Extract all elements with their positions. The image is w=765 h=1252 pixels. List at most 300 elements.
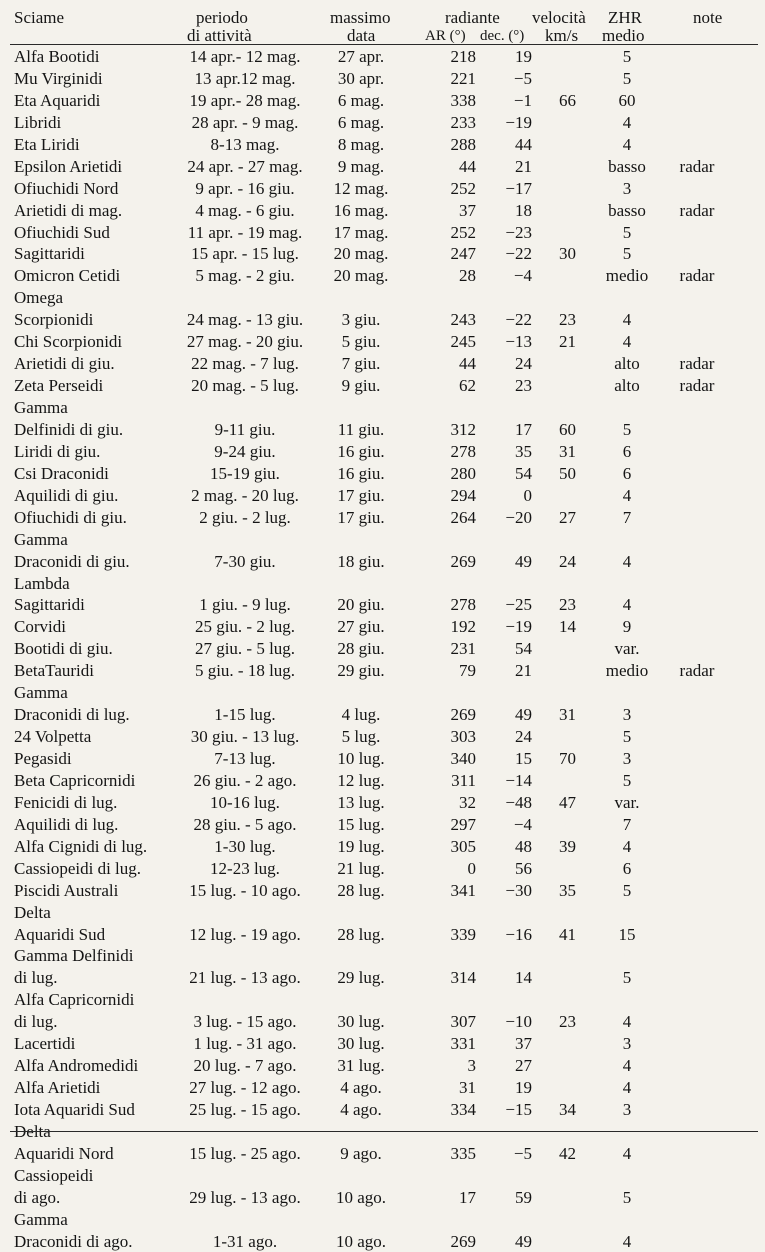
cell-vel: 50	[559, 463, 576, 483]
cell-max: 12 mag.	[333, 178, 389, 198]
cell-dec: −22	[505, 244, 532, 264]
cell-ar: 264	[450, 507, 476, 527]
cell-name: di lug.	[14, 968, 58, 988]
cell-ar: 339	[450, 924, 476, 944]
table-row	[0, 177, 765, 199]
cell-max: 8 mag.	[337, 134, 385, 154]
cell-dec: 27	[515, 1056, 532, 1076]
cell-max: 30 apr.	[337, 68, 385, 88]
cell-name: Arietidi di mag.	[14, 200, 123, 220]
cell-max: 12 lug.	[337, 770, 385, 790]
cell-zhr: basso	[608, 156, 646, 176]
cell-period: 26 giu. - 2 ago.	[193, 770, 297, 790]
cell-dec: −4	[513, 266, 532, 286]
cell-dec: 15	[515, 749, 532, 768]
cell-ar: 278	[450, 595, 476, 615]
cell-period: 27 lug. - 12 ago.	[189, 1078, 301, 1098]
table-row	[0, 637, 765, 659]
cell-period: 20 mag. - 5 lug.	[191, 376, 299, 396]
cell-dec: 0	[523, 485, 532, 505]
cell-ar: 231	[450, 639, 476, 659]
table-row	[0, 330, 765, 352]
cell-dec: −15	[505, 1100, 532, 1119]
cell-name: Delta	[14, 1121, 51, 1141]
cell-note: radar	[679, 266, 715, 286]
cell-note: radar	[679, 156, 715, 176]
cell-note: radar	[679, 200, 715, 220]
cell-max: 11 giu.	[337, 419, 385, 439]
cell-zhr: 4	[622, 1078, 632, 1098]
cell-period: 29 lug. - 13 ago.	[189, 1187, 301, 1207]
header-name: Sciame	[14, 8, 65, 27]
cell-max: 6 mag.	[337, 112, 385, 132]
cell-max: 18 giu.	[337, 551, 385, 571]
cell-dec: 48	[515, 836, 532, 856]
cell-period: 27 giu. - 5 lug.	[194, 639, 296, 659]
cell-name: Alfa Arietidi	[14, 1078, 101, 1098]
header-note: note	[693, 8, 723, 27]
cell-dec: −30	[505, 880, 532, 900]
cell-period: 9-11 giu.	[214, 419, 276, 439]
cell-ar: 44	[459, 354, 476, 374]
table-row	[0, 813, 765, 835]
cell-zhr: var.	[614, 639, 640, 659]
table-row	[0, 374, 765, 396]
cell-zhr: 5	[622, 770, 632, 790]
cell-zhr: medio	[605, 266, 649, 286]
cell-zhr: 3	[622, 749, 632, 768]
table-row	[0, 572, 765, 594]
cell-name: Cassiopeidi di lug.	[14, 858, 142, 878]
cell-period: 9-24 giu.	[214, 441, 276, 461]
cell-max: 30 lug.	[337, 1012, 385, 1032]
cell-period: 1 lug. - 31 ago.	[193, 1034, 297, 1054]
cell-name: Csi Draconidi	[14, 463, 109, 483]
cell-max: 4 ago.	[340, 1100, 382, 1119]
cell-name: Ofiuchidi Sud	[14, 222, 110, 242]
table-row	[0, 1230, 765, 1252]
cell-dec: 54	[515, 639, 532, 659]
cell-name: Pegasidi	[14, 749, 72, 768]
cell-ar: 247	[450, 244, 476, 264]
cell-period: 24 apr. - 27 mag.	[187, 156, 303, 176]
table-row	[0, 1054, 765, 1076]
table-row	[0, 857, 765, 879]
table-row	[0, 462, 765, 484]
cell-zhr: medio	[605, 661, 649, 681]
table-row	[0, 67, 765, 89]
cell-period: 4 mag. - 6 giu.	[195, 200, 295, 220]
cell-dec: 17	[515, 419, 532, 439]
cell-period: 1-15 lug.	[214, 705, 276, 725]
cell-ar: 28	[459, 266, 476, 286]
cell-ar: 294	[450, 485, 476, 505]
cell-zhr: 5	[622, 47, 632, 66]
cell-ar: 312	[450, 419, 476, 439]
cell-max: 10 ago.	[335, 1187, 387, 1207]
cell-zhr: 60	[618, 90, 636, 110]
cell-dec: 23	[515, 376, 532, 396]
cell-zhr: alto	[614, 376, 640, 396]
cell-name: Lacertidi	[14, 1034, 76, 1054]
cell-name: Alfa Bootidi	[14, 47, 100, 66]
cell-max: 17 mag.	[333, 222, 389, 242]
cell-max: 20 mag.	[333, 266, 389, 286]
cell-dec: −25	[505, 595, 532, 615]
table-row	[0, 879, 765, 901]
cell-zhr: 6	[622, 441, 632, 461]
header-radiant: radiante	[445, 8, 500, 27]
cell-name: Epsilon Arietidi	[14, 156, 123, 176]
cell-vel: 27	[559, 507, 576, 527]
cell-name: Aquaridi Nord	[14, 1143, 114, 1163]
cell-max: 9 giu.	[341, 376, 381, 396]
cell-period: 12-23 lug.	[210, 858, 280, 878]
cell-name: Aquilidi di lug.	[14, 814, 119, 834]
cell-dec: 19	[515, 1078, 532, 1098]
cell-dec: 49	[515, 705, 532, 725]
cell-dec: 21	[515, 156, 532, 176]
cell-period: 7-30 giu.	[214, 551, 276, 571]
cell-dec: −4	[513, 814, 532, 834]
cell-period: 11 apr. - 19 mag.	[187, 222, 303, 242]
cell-dec: 18	[515, 200, 532, 220]
cell-dec: 24	[515, 354, 532, 374]
cell-zhr: 4	[622, 1231, 632, 1251]
cell-max: 30 lug.	[337, 1034, 385, 1054]
cell-name: Eta Liridi	[14, 134, 80, 154]
cell-name: Piscidi Australi	[14, 880, 119, 900]
table-row	[0, 944, 765, 966]
table-row	[0, 703, 765, 725]
cell-max: 20 mag.	[333, 244, 389, 264]
cell-max: 10 lug.	[337, 749, 385, 768]
cell-note: radar	[679, 376, 715, 396]
header-ar: AR (°)	[425, 28, 466, 44]
cell-max: 4 lug.	[341, 705, 381, 725]
cell-name: Alfa Capricornidi	[14, 990, 135, 1010]
table-row	[0, 155, 765, 177]
table-header	[0, 6, 765, 48]
cell-name: Arietidi di giu.	[14, 354, 115, 374]
cell-zhr: 4	[622, 112, 632, 132]
cell-name: BetaTauridi	[14, 661, 95, 681]
cell-zhr: 5	[622, 727, 632, 747]
cell-max: 19 lug.	[337, 836, 385, 856]
table-row	[0, 593, 765, 615]
table-row	[0, 440, 765, 462]
cell-zhr: 4	[622, 1012, 632, 1032]
cell-zhr: 3	[622, 178, 632, 198]
cell-name: Beta Capricornidi	[14, 770, 136, 790]
cell-dec: −17	[505, 178, 532, 198]
table-row	[0, 681, 765, 703]
table-row	[0, 308, 765, 330]
cell-name: Corvidi	[14, 617, 66, 637]
table-body	[0, 45, 765, 1252]
cell-ar: 218	[450, 47, 476, 66]
cell-ar: 243	[450, 310, 476, 330]
cell-ar: 288	[450, 134, 476, 154]
cell-zhr: 7	[622, 507, 632, 527]
header-max-2: data	[347, 26, 376, 45]
cell-ar: 269	[450, 705, 476, 725]
cell-vel: 21	[559, 332, 576, 352]
cell-max: 16 mag.	[333, 200, 389, 220]
cell-name: Gamma Delfinidi	[14, 946, 134, 966]
cell-max: 21 lug.	[337, 858, 385, 878]
cell-dec: 21	[515, 661, 532, 681]
cell-dec: −23	[505, 222, 532, 242]
table-row	[0, 550, 765, 572]
cell-dec: −16	[505, 924, 532, 944]
cell-dec: 54	[515, 463, 532, 483]
cell-max: 15 lug.	[337, 814, 385, 834]
table-row	[0, 221, 765, 243]
cell-ar: 233	[450, 112, 476, 132]
cell-max: 7 giu.	[341, 354, 381, 374]
cell-name: Lambda	[14, 573, 70, 593]
table-row	[0, 923, 765, 945]
table-row	[0, 45, 765, 67]
cell-period: 5 giu. - 18 lug.	[194, 661, 296, 681]
cell-period: 13 apr.12 mag.	[194, 68, 296, 88]
cell-ar: 192	[450, 617, 476, 637]
cell-period: 30 giu. - 13 lug.	[190, 727, 300, 747]
cell-zhr: 4	[622, 134, 632, 154]
cell-period: 2 mag. - 20 lug.	[191, 485, 299, 505]
cell-name: 24 Volpetta	[14, 727, 92, 747]
table-row	[0, 1076, 765, 1098]
cell-name: di lug.	[14, 1012, 58, 1032]
cell-dec: −22	[505, 310, 532, 330]
header-zhr-1: ZHR	[608, 8, 642, 27]
table-row	[0, 199, 765, 221]
table-row	[0, 791, 765, 813]
cell-name: Eta Aquaridi	[14, 90, 101, 110]
cell-name: Alfa Andromedidi	[14, 1056, 139, 1076]
table-row	[0, 396, 765, 418]
cell-ar: 280	[450, 463, 476, 483]
cell-dec: −13	[505, 332, 532, 352]
cell-period: 25 giu. - 2 lug.	[194, 617, 296, 637]
cell-zhr: 5	[622, 222, 632, 242]
cell-vel: 39	[559, 836, 576, 856]
cell-vel: 31	[559, 705, 576, 725]
table-row	[0, 484, 765, 506]
cell-dec: 24	[515, 727, 532, 747]
cell-ar: 37	[459, 200, 476, 220]
cell-name: Mu Virginidi	[14, 68, 103, 88]
table-row	[0, 1164, 765, 1186]
cell-dec: 14	[515, 968, 532, 988]
cell-dec: 59	[515, 1187, 532, 1207]
cell-zhr: 4	[622, 485, 632, 505]
cell-dec: 56	[515, 858, 532, 878]
cell-name: Aquilidi di giu.	[14, 485, 119, 505]
cell-max: 29 giu.	[337, 661, 385, 681]
cell-max: 27 giu.	[337, 617, 385, 637]
cell-max: 28 giu.	[337, 639, 385, 659]
cell-period: 3 lug. - 15 ago.	[193, 1012, 297, 1032]
cell-max: 6 mag.	[337, 90, 385, 110]
cell-ar: 340	[450, 749, 476, 768]
cell-zhr: 4	[622, 836, 632, 856]
cell-zhr: 4	[622, 1143, 632, 1163]
cell-period: 14 apr.- 12 mag.	[189, 47, 301, 66]
header-period-1: periodo	[196, 8, 248, 27]
cell-zhr: 3	[622, 1034, 632, 1054]
cell-period: 27 mag. - 20 giu.	[186, 332, 304, 352]
table-row	[0, 1098, 765, 1120]
cell-ar: 334	[450, 1100, 476, 1119]
cell-name: Gamma	[14, 1209, 68, 1229]
cell-zhr: 5	[622, 880, 632, 900]
cell-vel: 31	[559, 441, 576, 461]
cell-period: 21 lug. - 13 ago.	[189, 968, 301, 988]
cell-name: di ago.	[14, 1187, 61, 1207]
cell-zhr: 5	[622, 244, 632, 264]
table-row	[0, 901, 765, 923]
cell-dec: 49	[515, 551, 532, 571]
cell-zhr: 3	[622, 1100, 632, 1119]
table-row	[0, 89, 765, 111]
cell-vel: 30	[559, 244, 576, 264]
cell-name: Draconidi di ago.	[14, 1231, 133, 1251]
cell-vel: 41	[559, 924, 576, 944]
cell-ar: 269	[450, 551, 476, 571]
cell-zhr: alto	[614, 354, 640, 374]
cell-note: radar	[679, 354, 715, 374]
cell-period: 15 apr. - 15 lug.	[191, 244, 299, 264]
cell-max: 3 giu.	[341, 310, 381, 330]
cell-ar: 314	[450, 968, 476, 988]
cell-max: 10 ago.	[335, 1231, 387, 1251]
cell-ar: 62	[459, 376, 476, 396]
cell-ar: 252	[450, 178, 476, 198]
cell-name: Draconidi di giu.	[14, 551, 130, 571]
cell-zhr: 9	[622, 617, 632, 637]
cell-dec: −14	[505, 770, 532, 790]
cell-ar: 303	[450, 727, 476, 747]
cell-zhr: 4	[622, 310, 632, 330]
cell-vel: 66	[559, 90, 576, 110]
header-velocity-2: km/s	[545, 26, 579, 45]
cell-dec: −19	[505, 112, 532, 132]
cell-name: Scorpionidi	[14, 310, 94, 330]
cell-zhr: 5	[622, 968, 632, 988]
table-row	[0, 725, 765, 747]
header-zhr-2: medio	[602, 26, 645, 45]
table-row	[0, 111, 765, 133]
cell-name: Aquaridi Sud	[14, 924, 106, 944]
header-period-2: di attività	[187, 26, 252, 45]
cell-name: Gamma	[14, 683, 68, 703]
cell-vel: 70	[559, 749, 576, 768]
cell-vel: 47	[559, 792, 576, 812]
cell-name: Iota Aquaridi Sud	[14, 1100, 135, 1119]
cell-max: 16 giu.	[337, 441, 385, 461]
cell-ar: 335	[450, 1143, 476, 1163]
cell-ar: 305	[450, 836, 476, 856]
cell-period: 9 apr. - 16 giu.	[195, 178, 295, 198]
cell-ar: 0	[467, 858, 476, 878]
cell-ar: 297	[450, 814, 476, 834]
cell-period: 24 mag. - 13 giu.	[186, 310, 304, 330]
cell-period: 22 mag. - 7 lug.	[191, 354, 299, 374]
cell-max: 27 apr.	[337, 47, 385, 66]
cell-ar: 17	[459, 1187, 476, 1207]
cell-name: Ofiuchidi Nord	[14, 178, 119, 198]
cell-period: 5 mag. - 2 giu.	[195, 266, 295, 286]
table-row	[0, 528, 765, 550]
cell-vel: 60	[559, 419, 576, 439]
cell-zhr: 4	[622, 332, 632, 352]
cell-max: 9 ago.	[340, 1143, 382, 1163]
cell-vel: 23	[559, 1012, 576, 1032]
cell-ar: 245	[450, 332, 476, 352]
cell-name: Fenicidi di lug.	[14, 792, 118, 812]
header-velocity-1: velocità	[532, 8, 586, 27]
cell-name: Omicron Cetidi	[14, 266, 121, 286]
cell-zhr: 7	[622, 814, 632, 834]
cell-zhr: basso	[608, 200, 646, 220]
cell-name: Libridi	[14, 112, 62, 132]
cell-max: 4 ago.	[340, 1078, 382, 1098]
cell-ar: 338	[450, 90, 476, 110]
cell-zhr: 4	[622, 1056, 632, 1076]
cell-zhr: 3	[622, 705, 632, 725]
table-row	[0, 769, 765, 791]
cell-period: 1 giu. - 9 lug.	[199, 595, 291, 615]
cell-vel: 24	[559, 551, 576, 571]
cell-max: 5 giu.	[341, 332, 381, 352]
table-row	[0, 835, 765, 857]
table-row	[0, 659, 765, 681]
cell-period: 1-31 ago.	[212, 1231, 278, 1251]
table-row	[0, 1142, 765, 1164]
cell-name: Sagittaridi	[14, 244, 85, 264]
cell-ar: 32	[459, 792, 476, 812]
cell-zhr: 5	[622, 1187, 632, 1207]
cell-name: Ofiuchidi di giu.	[14, 507, 127, 527]
cell-ar: 311	[451, 770, 476, 790]
cell-vel: 23	[559, 595, 576, 615]
cell-period: 7-13 lug.	[214, 749, 276, 768]
cell-zhr: 4	[622, 551, 632, 571]
cell-zhr: 5	[622, 419, 632, 439]
cell-ar: 278	[450, 441, 476, 461]
cell-max: 29 lug.	[337, 968, 385, 988]
cell-vel: 14	[559, 617, 576, 637]
table-row	[0, 418, 765, 440]
table-row	[0, 1010, 765, 1032]
cell-zhr: 6	[622, 858, 632, 878]
cell-ar: 341	[450, 880, 476, 900]
cell-name: Draconidi di lug.	[14, 705, 130, 725]
cell-dec: 35	[515, 441, 532, 461]
cell-name: Gamma	[14, 529, 68, 549]
cell-max: 28 lug.	[337, 880, 385, 900]
cell-name: Chi Scorpionidi	[14, 332, 123, 352]
cell-ar: 44	[459, 156, 476, 176]
cell-dec: 44	[515, 134, 532, 154]
cell-dec: −10	[505, 1012, 532, 1032]
cell-name: Alfa Cignidi di lug.	[14, 836, 148, 856]
cell-period: 28 apr. - 9 mag.	[191, 112, 299, 132]
cell-dec: −19	[505, 617, 532, 637]
cell-ar: 79	[459, 661, 476, 681]
